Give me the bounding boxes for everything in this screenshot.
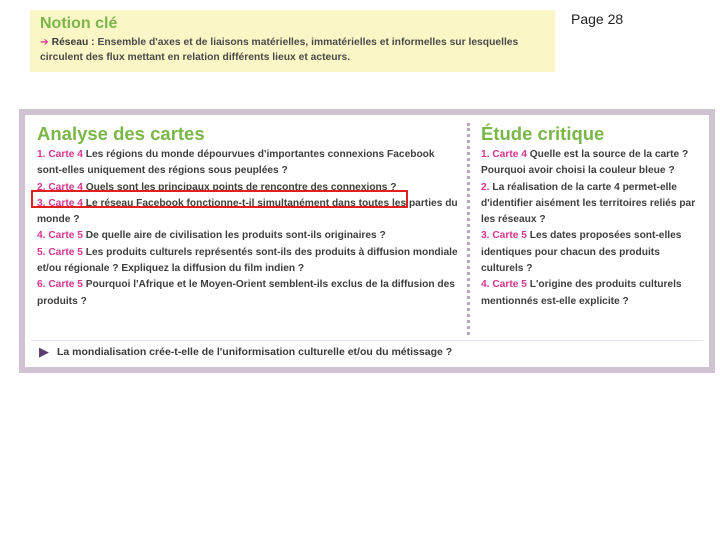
question-text: La réalisation de la carte 4 permet-elle d'identifier aisément les territoires reliés par les réseaux ? bbox=[481, 181, 696, 226]
synthesis-question-bar bbox=[31, 340, 703, 363]
question-text: Les dates proposées sont-elles identiques pour chacun des produits culturels ? bbox=[481, 230, 682, 275]
question-number: 5. Carte 5 bbox=[37, 246, 83, 258]
analyse-title: Analyse des cartes bbox=[37, 123, 205, 144]
question-text: Quelle est la source de la carte ? Pourquoi avoir choisi la couleur bleue ? bbox=[481, 149, 689, 177]
analyse-question-6 bbox=[37, 277, 459, 310]
play-triangle-icon: ▶ bbox=[39, 344, 49, 359]
notion-definition-text: Ensemble d'axes et de liaisons matérielles, immatérielles et informelles sur lesquelles circulent des flux mettant en relation différents lieux et acteurs. bbox=[40, 37, 519, 63]
question-number: 1. Carte 4 bbox=[481, 149, 527, 160]
red-highlight-box bbox=[31, 190, 408, 208]
question-text: Les régions du monde dépourvues d'importantes connexions Facebook sont-elles uniquement des régions sous peuplées ? bbox=[37, 149, 435, 177]
notion-cle-box bbox=[30, 10, 555, 72]
notion-definition bbox=[40, 35, 545, 65]
notion-title: Notion clé bbox=[40, 15, 118, 32]
question-number: 4. Carte 5 bbox=[37, 230, 83, 242]
etude-column bbox=[481, 123, 703, 310]
etude-question-2 bbox=[481, 180, 703, 229]
etude-question-1 bbox=[481, 147, 703, 180]
etude-title: Étude critique bbox=[481, 123, 605, 144]
synthesis-question-text: La mondialisation crée-t-elle de l'uniformisation culturelle et/ou du métissage ? bbox=[57, 346, 453, 358]
etude-question-3 bbox=[481, 228, 703, 277]
question-number: 3. Carte 5 bbox=[481, 230, 527, 242]
question-text: Le réseau Facebook fonctionne-t-il simultanément dans toutes les parties du monde ? bbox=[37, 197, 458, 226]
question-number: 2. Carte 4 bbox=[37, 181, 83, 193]
question-text: Les produits culturels représentés sont-ils des produits à diffusion mondiale et/ou régionale ? Expliquez la diffusion du film indien ? bbox=[37, 246, 458, 275]
etude-question-4 bbox=[481, 277, 703, 310]
analyse-question-4 bbox=[37, 228, 459, 244]
question-text: De quelle aire de civilisation les produits sont-ils originaires ? bbox=[85, 230, 386, 242]
dotted-divider bbox=[467, 123, 470, 335]
analyse-question-1 bbox=[37, 147, 459, 180]
notion-term: Réseau : bbox=[51, 37, 95, 48]
question-text: Pourquoi l'Afrique et le Moyen-Orient semblent-ils exclus de la diffusion des produits ? bbox=[37, 279, 455, 307]
questions-panel bbox=[19, 109, 715, 373]
question-number: 3. Carte 4 bbox=[37, 197, 83, 209]
question-text: L'origine des produits culturels mentionnés est-elle explicite ? bbox=[481, 279, 682, 307]
analyse-column bbox=[37, 123, 459, 310]
arrow-right-icon: ➔ bbox=[40, 37, 49, 48]
page-label: Page 28 bbox=[571, 11, 624, 27]
question-number: 1. Carte 4 bbox=[37, 149, 83, 160]
analyse-question-5 bbox=[37, 245, 459, 278]
question-number: 6. Carte 5 bbox=[37, 279, 83, 291]
question-number: 2. bbox=[481, 181, 490, 193]
question-text: Quels sont les principaux points de rencontre des connexions ? bbox=[85, 181, 397, 193]
question-number: 4. Carte 5 bbox=[481, 279, 527, 291]
questions-panel-inner bbox=[25, 115, 709, 367]
